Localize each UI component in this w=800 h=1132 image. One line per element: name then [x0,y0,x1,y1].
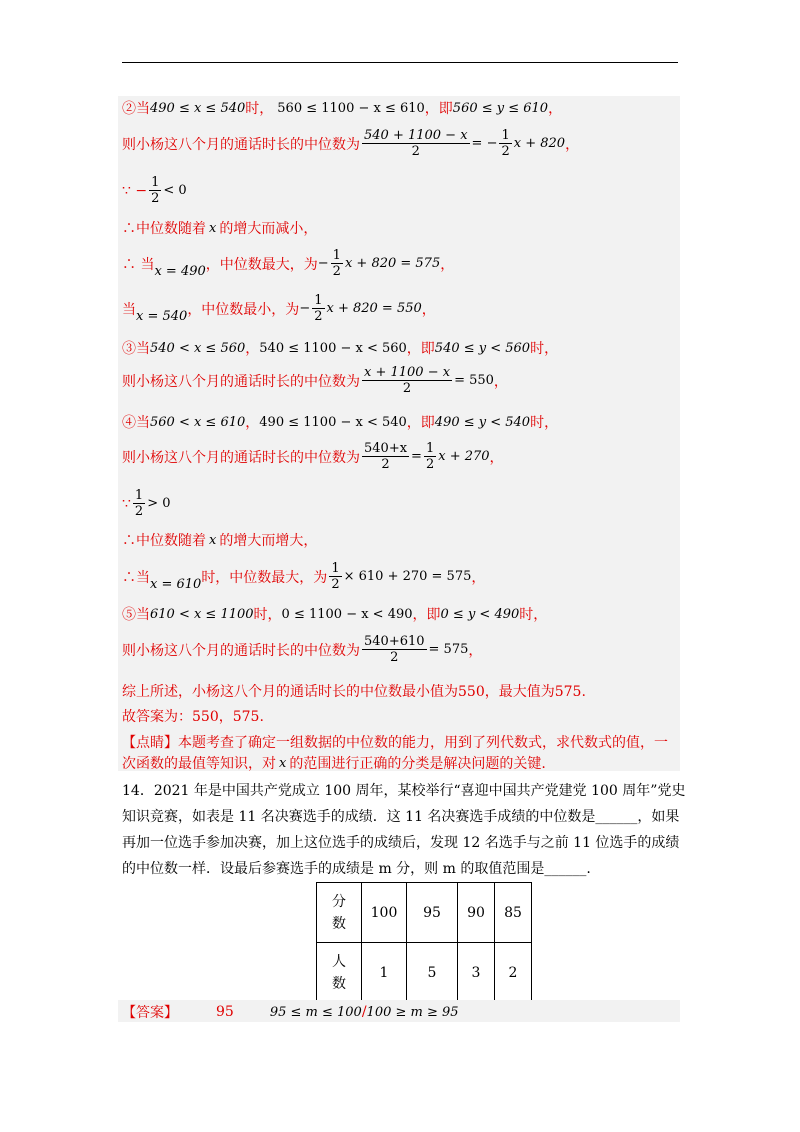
case5-frac-den: 2 [390,650,399,665]
because1-rest: < 0 [163,183,187,198]
case2-half-den: 2 [501,144,510,159]
case3-text1: ， [245,341,260,357]
because-negative-line [122,175,187,206]
case3-end: ， [493,373,508,390]
case3-median-text: 则小杨这八个月的通话时长的中位数为 [122,373,360,390]
case3-frac-num: x + 1100 − x [364,365,451,380]
score-cell: 85 [495,883,532,943]
case2-median-text: 则小杨这八个月的通话时长的中位数为 [122,136,360,153]
case3-median-line [122,365,508,396]
max1-neg: − [317,256,329,271]
score-header [317,883,362,943]
comment-text-b: 的范围进行正确的分类是解决问题的关键. [289,756,546,772]
score-header-char1: 分 [332,893,346,910]
answer-range-1: 95 ≤ m ≤ 100 [269,1004,362,1020]
increasing-x: x [209,532,217,548]
case5-line [122,604,547,624]
question-line-4: 的中位数一样．设最后参赛选手的成绩是 m 分，则 m 的取值范围是______. [122,861,591,877]
score-row [317,883,532,943]
max2-end: ， [471,569,486,586]
max1-end: ， [440,256,455,273]
max2-num: 1 [331,561,340,576]
case2-line [122,98,562,118]
because-positive-line [122,488,171,519]
answer-summary-line: 故答案为：550，575. [122,709,264,725]
because1-num: 1 [151,175,160,190]
case5-frac-num: 540+610 [364,634,425,649]
answer-range-2: 100 ≥ m ≥ 95 [366,1004,459,1020]
case3-tail: = 550 [454,373,494,388]
question-line-1: 14．2021 年是中国共产党成立 100 周年，某校举行“喜迎中国共产党建党 100 周年”党史 [122,783,686,799]
comment-text-a: 次函数的最值等知识，对 [122,756,276,772]
answer-separator: / [361,1004,367,1020]
case4-text3: 时， [530,415,559,431]
case3-relation: 540 ≤ 1100 − x < 560 [259,340,407,356]
case4-frac-num: 540+x [364,441,408,456]
max1-num: 1 [332,248,341,263]
answer-line [122,1002,459,1022]
case5-median-text: 则小杨这八个月的通话时长的中位数为 [122,642,360,659]
decreasing-x: x [209,220,217,236]
because2-symbol: ∵ [122,495,131,512]
case2-text1: 时， [245,101,274,117]
case3-fraction [362,365,452,396]
case2-fraction [362,128,470,159]
case5-condition: 610 < x ≤ 1100 [150,606,254,622]
case3-text2: ，即 [406,341,435,357]
case2-half [499,128,511,159]
count-header-char2: 数 [332,975,346,992]
question-line-2: 知识竞赛，如表是 11 名决赛选手的成绩．这 11 名决赛选手成绩的中位数是______，如果 [122,809,680,825]
case4-text2: ，即 [406,415,435,431]
decreasing-text-a: ∴中位数随着 [122,221,206,237]
case4-end: ， [489,449,504,466]
case2-end: ， [565,136,580,153]
case4-median-text: 则小杨这八个月的通话时长的中位数为 [122,449,360,466]
max1-line [122,248,454,279]
count-cell: 1 [362,943,407,1003]
case2-frac-num: 540 + 1100 − x [364,128,468,143]
case4-relation: 490 ≤ 1100 − x < 540 [259,414,407,430]
decreasing-line [122,218,317,238]
case2-text3: ， [548,101,563,117]
max1-cond: x = 490 [154,264,206,279]
because2-fraction [133,488,145,519]
case3-text3: 时， [530,341,559,357]
case5-y-range: 0 ≤ y < 490 [440,606,520,622]
because1-symbol: ∵ − [122,182,148,199]
min1-cond: x = 540 [136,309,188,324]
case4-tail: x + 270 [438,449,490,464]
case2-frac-den: 2 [411,144,420,159]
max1-text-a: ∴ 当 [122,256,155,273]
case2-median-line [122,128,579,159]
max2-text-a: ∴当 [122,569,150,586]
max1-fraction [331,248,343,279]
because2-rest: > 0 [147,496,171,511]
case4-eq: = [411,449,422,464]
score-cell: 95 [407,883,458,943]
min1-text-a: 当 [122,301,136,318]
score-table [316,882,532,1003]
solution-panel [118,96,680,771]
max2-fraction [329,561,341,592]
min1-fraction [312,293,324,324]
case2-tail: x + 820 [513,136,566,151]
case4-line [122,412,558,432]
max1-den: 2 [332,264,341,279]
case2-half-num: 1 [501,128,510,143]
answer-first: 95 [216,1004,234,1020]
case2-condition: 490 ≤ x ≤ 540 [150,100,246,116]
increasing-text-b: 的增大而增大， [219,533,318,549]
case2-lead: ②当 [122,101,150,117]
case3-condition: 540 < x ≤ 560 [150,340,246,356]
summary-line: 综上所述，小杨这八个月的通话时长的中位数最小值为550，最大值为575. [122,684,586,700]
increasing-line [122,530,317,550]
case2-y-range: 560 ≤ y ≤ 610 [452,100,549,116]
case5-relation: 0 ≤ 1100 − x < 490 [281,606,413,622]
case4-y-range: 490 ≤ y < 540 [434,414,531,430]
min1-neg: − [299,301,311,316]
case5-text2: ，即 [412,607,441,623]
because1-fraction [149,175,161,206]
max2-cond: x = 610 [150,577,202,592]
question-line-3: 再加一位选手参加决赛，加上这位选手的成绩后，发现 12 名选手与之前 11 位选手的成绩 [122,835,680,851]
increasing-text-a: ∴中位数随着 [122,533,206,549]
answer-label: 【答案】 [122,1005,178,1021]
case4-text1: ， [245,415,260,431]
case5-fraction [362,634,427,665]
comment-line-1: 【点睛】本题考查了确定一组数据的中位数的能力，用到了列代数式，求代数式的值，一 [122,735,668,751]
case4-half-num: 1 [425,441,435,456]
min1-expr: x + 820 = 550 [326,301,422,316]
max2-expr: × 610 + 270 = 575 [343,569,472,584]
decreasing-text-b: 的增大而减小， [219,221,318,237]
max2-line [122,561,485,592]
case3-lead: ③当 [122,341,150,357]
count-header [317,943,362,1003]
max2-den: 2 [331,577,340,592]
max1-expr: x + 820 = 575 [344,256,441,271]
header-rule [122,62,678,63]
because2-num: 1 [134,488,144,503]
min1-end: ， [421,301,436,318]
count-cell: 5 [407,943,458,1003]
count-cell: 2 [495,943,532,1003]
count-cell: 3 [458,943,495,1003]
min1-den: 2 [314,309,323,324]
case4-frac-den: 2 [381,457,390,472]
comment-x: x [279,755,287,771]
case2-eq: = − [471,136,498,151]
case5-text1: 时， [253,607,282,623]
score-cell: 90 [458,883,495,943]
min1-num: 1 [314,293,323,308]
case5-end: ， [468,642,483,659]
min1-text-b: ，中位数最小，为 [187,301,300,318]
case3-line [122,338,558,358]
case4-fraction [362,441,409,472]
case2-text2: ，即 [424,101,453,117]
case4-half [424,441,436,472]
score-header-char2: 数 [332,915,346,932]
count-header-char1: 人 [332,953,346,970]
case3-y-range: 540 ≤ y < 560 [434,340,531,356]
because2-den: 2 [134,504,144,519]
score-cell: 100 [362,883,407,943]
case4-median-line [122,441,504,472]
case4-lead: ④当 [122,415,150,431]
max1-text-b: ，中位数最大，为 [205,256,318,273]
min1-line [122,293,436,324]
case3-frac-den: 2 [402,381,412,396]
because1-den: 2 [151,191,160,206]
case5-text3: 时， [519,607,548,623]
case5-median-line [122,634,482,665]
case4-half-den: 2 [425,457,435,472]
comment-line-2 [122,753,546,773]
case5-lead: ⑤当 [122,607,150,623]
max2-text-b: 时，中位数最大，为 [201,569,328,586]
case4-condition: 560 < x ≤ 610 [150,414,246,430]
case2-relation: 560 ≤ 1100 − x ≤ 610 [277,100,425,116]
case5-tail: = 575 [428,642,469,657]
count-row [317,943,532,1003]
